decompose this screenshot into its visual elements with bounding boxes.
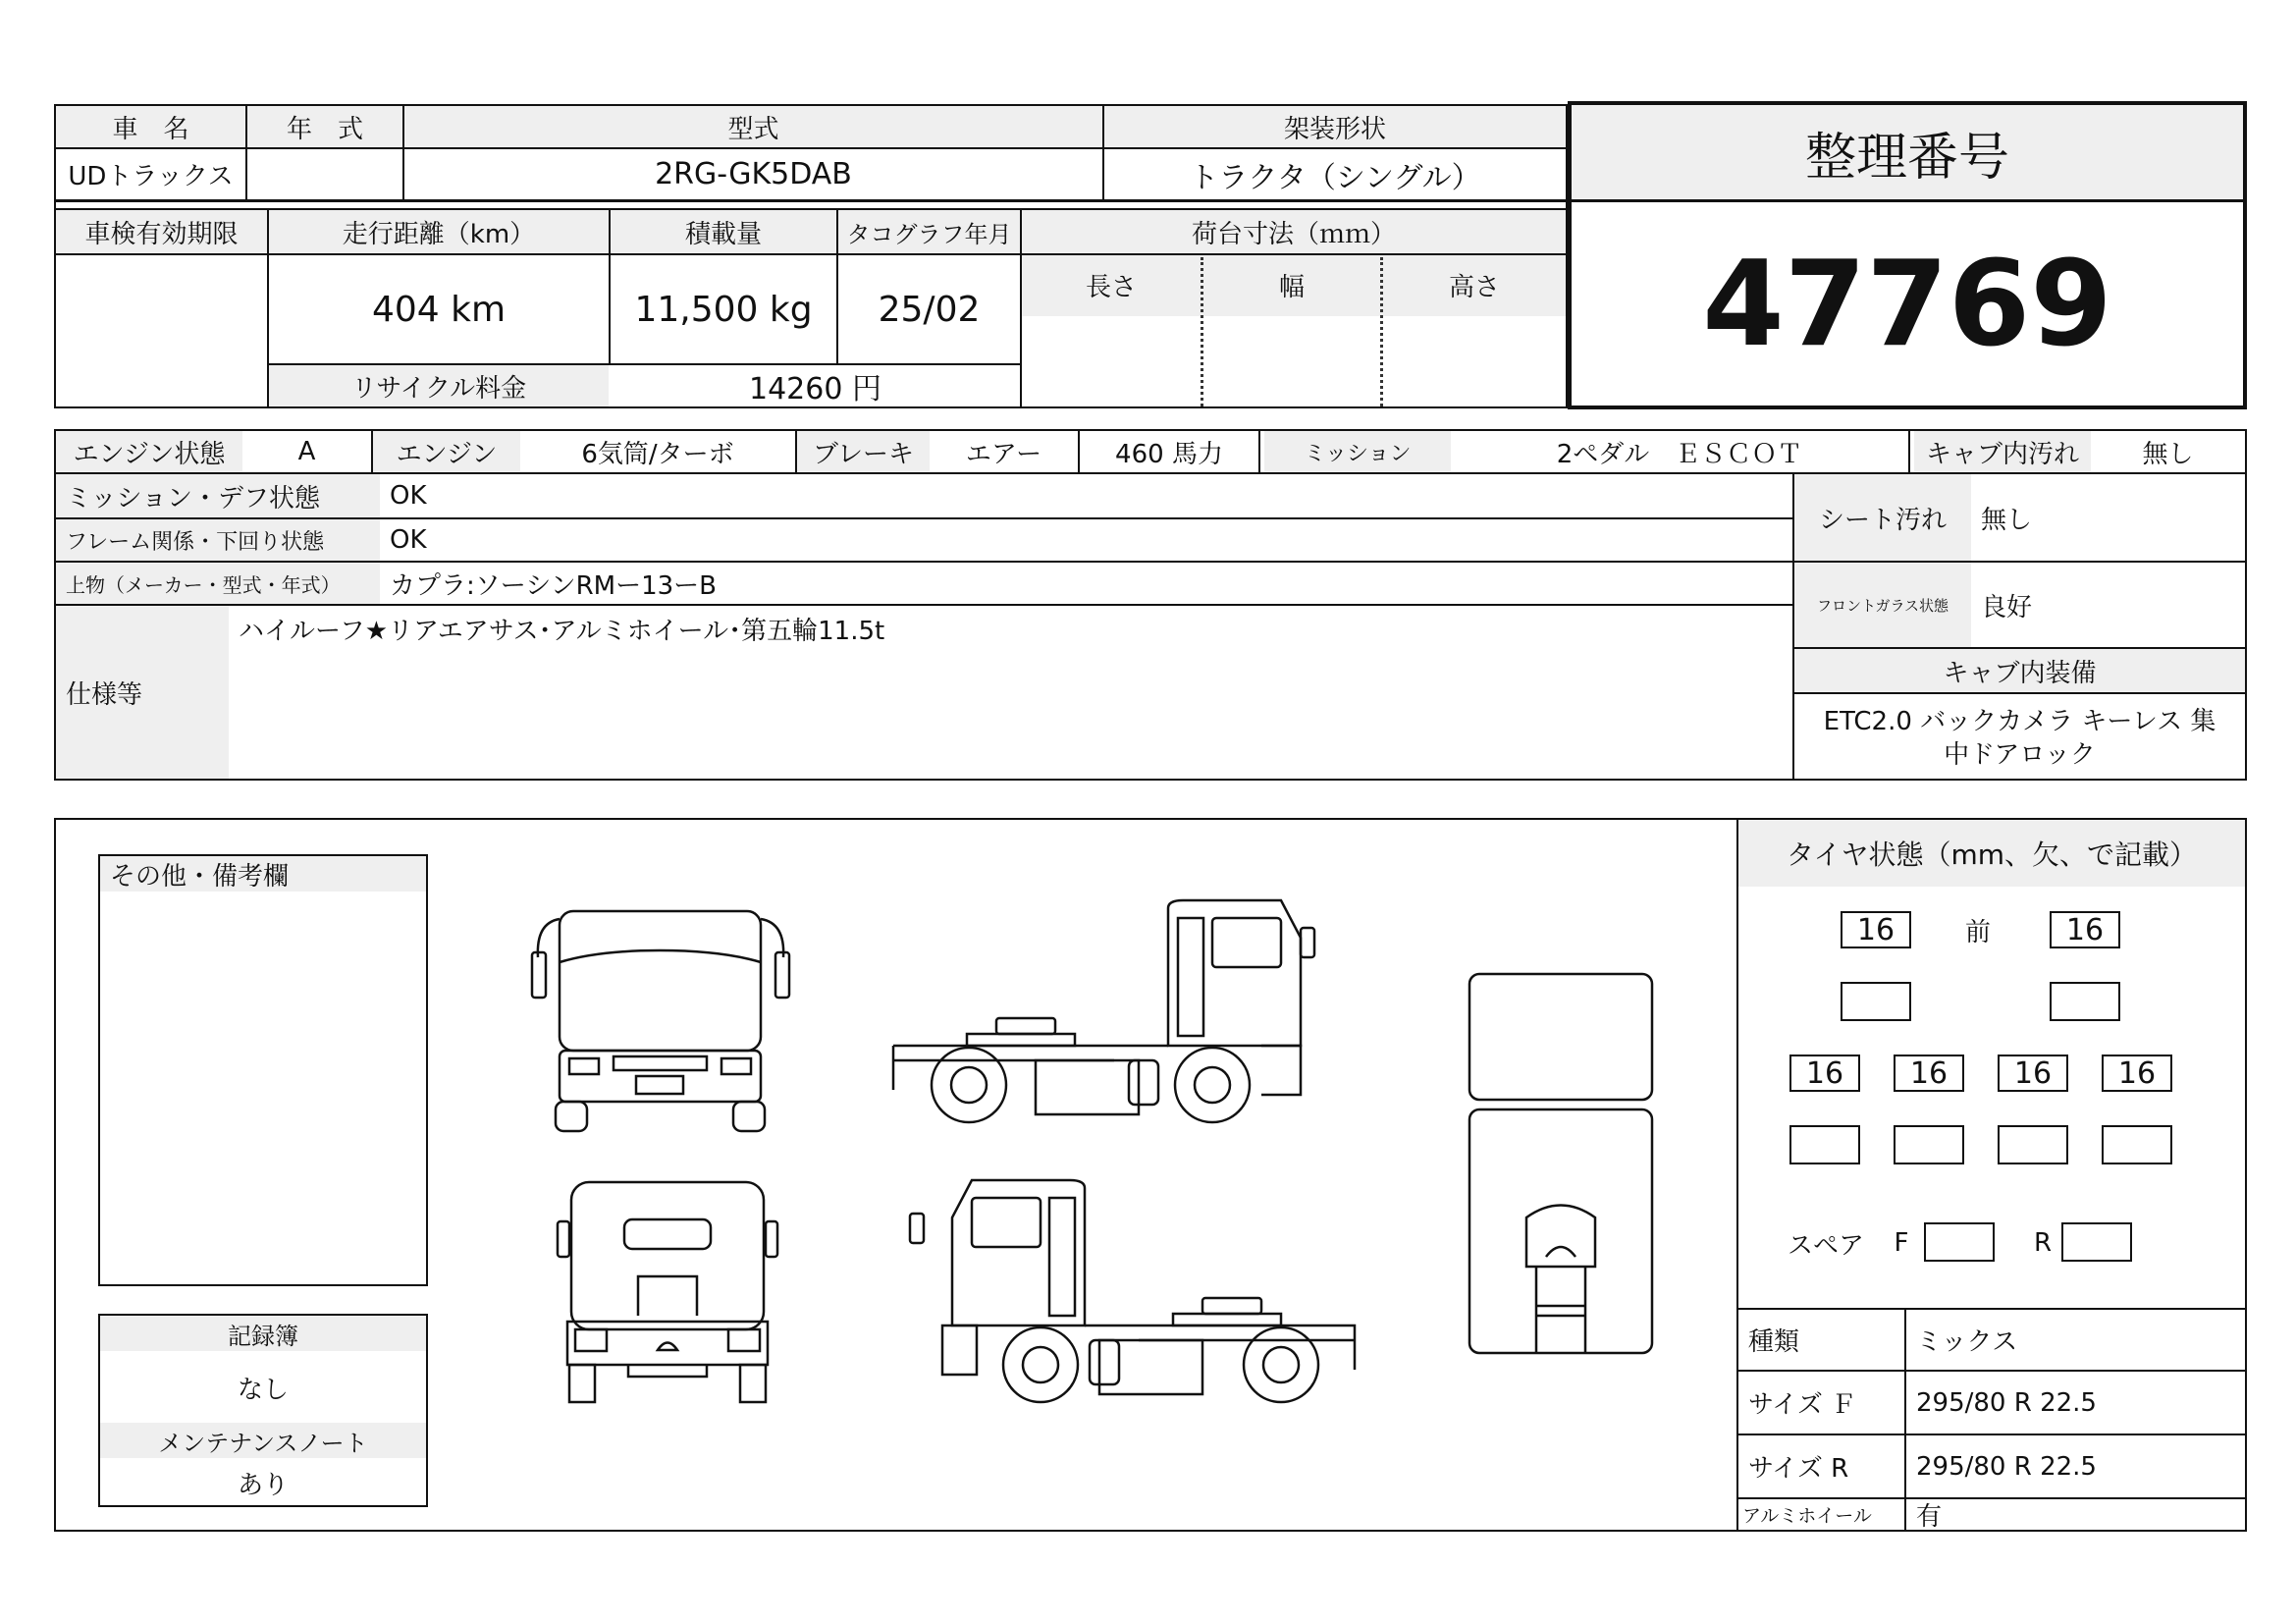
header-tacho: タコグラフ年月 xyxy=(846,220,1012,248)
cab-dirt-value: 無し xyxy=(2142,439,2194,469)
horsepower-value: 460 馬力 xyxy=(1115,439,1223,469)
other-notes-box xyxy=(98,854,428,1286)
tire-rear-4-note xyxy=(2102,1125,2172,1164)
tire-state-label: タイヤ状態（mm、欠、で記載） xyxy=(1787,839,2197,871)
glass-label: フロントガラス状態 xyxy=(1816,596,1949,615)
truck-rear-view xyxy=(550,1178,785,1409)
tire-size-r-label: サイズ R xyxy=(1748,1454,1849,1484)
maint-value: あり xyxy=(237,1470,289,1500)
tire-rear-3: 16 xyxy=(1998,1055,2068,1092)
other-notes-label: その他・備考欄 xyxy=(110,861,290,892)
header-capacity: 積載量 xyxy=(684,219,762,249)
tire-size-r-value: 295/80 R 22.5 xyxy=(1916,1451,2097,1482)
header-length: 長さ xyxy=(1085,272,1137,302)
header-bed: 荷台寸法（ｍｍ） xyxy=(1191,219,1396,249)
mission-label: ミッション xyxy=(1304,441,1412,466)
tire-rear-3-note xyxy=(1998,1125,2068,1164)
frame-label: フレーム関係・下回り状態 xyxy=(66,529,325,555)
header-height: 高さ xyxy=(1448,272,1500,302)
record-label: 記録簿 xyxy=(228,1322,298,1350)
diff-label: ミッション・デフ状態 xyxy=(66,483,320,514)
spare-r-box xyxy=(2061,1222,2132,1262)
spare-f-box xyxy=(1924,1222,1995,1262)
truck-side-view-right xyxy=(888,898,1360,1134)
brake-value: エアー xyxy=(965,439,1042,469)
width-value xyxy=(1203,316,1380,406)
height-value xyxy=(1383,316,1566,406)
upper-label: 上物（メーカー・型式・年式） xyxy=(66,572,341,597)
frame-value: OK xyxy=(390,525,427,555)
seat-value: 無し xyxy=(1981,505,2033,535)
engine-label: エンジン xyxy=(396,439,498,469)
glass-value: 良好 xyxy=(1981,592,2033,622)
tire-size-f-label: サイズ Ｆ xyxy=(1748,1390,1857,1420)
tire-rear-1: 16 xyxy=(1789,1055,1860,1092)
cab-equipment-label: キャブ内装備 xyxy=(1943,658,2097,688)
length-value xyxy=(1022,316,1201,406)
tire-type-label: 種類 xyxy=(1748,1327,1800,1357)
tire-front-right-note xyxy=(2050,982,2120,1021)
tire-rear-2-note xyxy=(1894,1125,1964,1164)
header-body: 架装形状 xyxy=(1283,114,1386,144)
upper-value: カプラ:ソーシンRMー13ーB xyxy=(390,570,718,601)
tire-size-f-value: 295/80 R 22.5 xyxy=(1916,1387,2097,1418)
truck-side-view-left xyxy=(888,1178,1360,1414)
seat-label: シート汚れ xyxy=(1818,505,1947,535)
header-name: 車 名 xyxy=(112,114,189,144)
spare-f-label: F xyxy=(1894,1228,1909,1258)
cab-equipment-line2: 中ドアロック xyxy=(1944,739,2096,770)
spare-label: スペア xyxy=(1787,1230,1864,1261)
tire-front-right: 16 xyxy=(2050,911,2120,948)
spec-label: 仕様等 xyxy=(66,679,143,710)
mission-value: 2ペダル ＥＳＣＯＴ xyxy=(1556,439,1803,469)
header-recycle: リサイクル料金 xyxy=(350,373,527,404)
header-inspection: 車検有効期限 xyxy=(84,219,239,249)
record-value: なし xyxy=(237,1375,289,1405)
tire-rear-2: 16 xyxy=(1894,1055,1964,1092)
maint-label: メンテナンスノート xyxy=(158,1429,368,1457)
tire-rear-4: 16 xyxy=(2102,1055,2172,1092)
truck-front-view xyxy=(530,903,795,1134)
header-width: 幅 xyxy=(1278,272,1305,302)
reference-label: 整理番号 xyxy=(1804,128,2009,188)
engine-value: 6気筒/ターボ xyxy=(581,439,734,469)
engine-state-value: A xyxy=(297,437,316,466)
front-label: 前 xyxy=(1964,917,1991,947)
alu-wheel-value: 有 xyxy=(1916,1502,1943,1532)
header-model: 型式 xyxy=(727,114,779,144)
vehicle-year xyxy=(247,149,402,199)
tire-front-left: 16 xyxy=(1841,911,1911,948)
tire-rear-1-note xyxy=(1789,1125,1860,1164)
header-year: 年 式 xyxy=(286,114,363,144)
tacho-value: 25/02 xyxy=(878,289,981,330)
spare-r-label: R xyxy=(2033,1228,2053,1258)
brake-label: ブレーキ xyxy=(813,439,914,469)
diff-value: OK xyxy=(390,481,427,511)
vehicle-body: トラクタ（シングル） xyxy=(1189,160,1481,195)
truck-top-view xyxy=(1468,972,1664,1365)
vehicle-name: UDトラックス xyxy=(68,162,234,191)
inspection-value xyxy=(56,255,267,363)
vehicle-model: 2RG-GK5DAB xyxy=(655,157,852,191)
capacity-value: 11,500 kg xyxy=(634,289,813,330)
recycle-value: 14260 円 xyxy=(749,372,881,406)
cab-equipment-line1: ETC2.0 バックカメラ キーレス 集 xyxy=(1823,706,2216,736)
reference-number: 47769 xyxy=(1702,236,2112,373)
mileage-value: 404 km xyxy=(371,289,507,330)
header-mileage: 走行距離（km） xyxy=(342,219,536,249)
engine-state-label: エンジン状態 xyxy=(73,439,226,469)
alu-wheel-label: アルミホイール xyxy=(1742,1505,1872,1527)
tire-front-left-note xyxy=(1841,982,1911,1021)
spec-value: ハイルーフ★リアエアサス･アルミホイール･第五輪11.5t xyxy=(239,616,885,646)
cab-dirt-label: キャブ内汚れ xyxy=(1925,439,2079,469)
tire-type-value: ミックス xyxy=(1916,1327,2018,1357)
